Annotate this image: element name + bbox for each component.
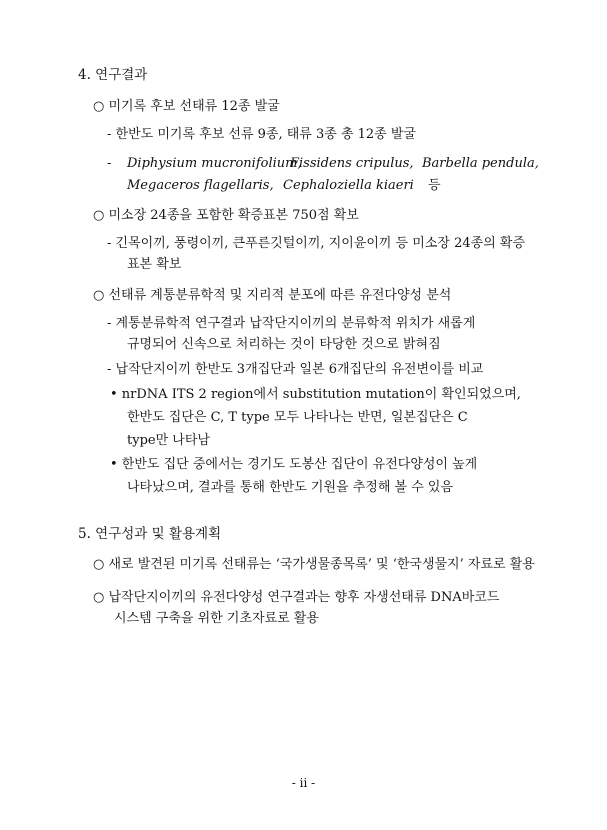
species-fissidens: Fissidens cripulus, bbox=[290, 156, 414, 171]
item3-sub1-line2: 규명되어 신속으로 처리하는 것이 타당한 것으로 밝혀짐 bbox=[127, 337, 441, 352]
section5-title: 5. 연구성과 및 활용계획 bbox=[78, 526, 222, 542]
species-megaceros: Megaceros flagellaris, bbox=[127, 178, 274, 193]
item1-sub1: - 한반도 미기록 후보 선류 9종, 태류 3종 총 12종 발굴 bbox=[107, 127, 416, 142]
species-etc: 등 bbox=[428, 178, 441, 193]
item3-heading: ○ 선태류 계통분류학적 및 지리적 분포에 따른 유전다양성 분석 bbox=[93, 288, 452, 303]
page-number: - ii - bbox=[291, 776, 316, 790]
item2-sub1-line2: 표본 확보 bbox=[127, 257, 182, 272]
species-cephaloziella: Cephaloziella kiaeri bbox=[283, 178, 414, 193]
item3-sub2: - 납작단지이끼 한반도 3개집단과 일본 6개집단의 유전변이를 비교 bbox=[107, 362, 484, 377]
section5-item2-line1: ○ 납작단지이끼의 유전다양성 연구결과는 향후 자생선태류 DNA바코드 bbox=[93, 590, 500, 605]
section4-title: 4. 연구결과 bbox=[78, 67, 148, 83]
species-barbella: Barbella pendula, bbox=[422, 156, 539, 171]
item3-sub1-line1: - 계통분류학적 연구결과 납작단지이끼의 분류학적 위치가 새롭게 bbox=[107, 316, 476, 331]
bullet1-line2: 한반도 집단은 C, T type 모두 나타나는 반면, 일본집단은 C bbox=[127, 410, 468, 425]
bullet1-line1: • nrDNA ITS 2 region에서 substitution mutation이 확인되었으며, bbox=[110, 387, 521, 402]
section5-item1: ○ 새로 발견된 미기록 선태류는 ‘국가생물종목록’ 및 ‘한국생물지’ 자료로 활용 bbox=[93, 557, 535, 572]
bullet2-line2: 나타났으며, 결과를 통해 한반도 기원을 추정해 볼 수 있음 bbox=[127, 480, 454, 495]
item1-sub2-dash: - bbox=[107, 156, 112, 171]
item2-sub1-line1: - 긴목이끼, 풍령이끼, 큰푸른깃털이끼, 지이윤이끼 등 미소장 24종의 확증 bbox=[107, 236, 526, 251]
section5-item2-line2: 시스템 구축을 위한 기초자료로 활용 bbox=[114, 611, 319, 626]
bullet1-line3: type만 나타남 bbox=[127, 433, 210, 448]
bullet2-line1: • 한반도 집단 중에서는 경기도 도봉산 집단이 유전다양성이 높게 bbox=[110, 457, 478, 472]
species-diphysium: Diphysium mucronifolium, bbox=[127, 156, 302, 171]
item2-heading: ○ 미소장 24종을 포함한 확증표본 750점 확보 bbox=[93, 208, 359, 223]
item1-heading: ○ 미기록 후보 선태류 12종 발굴 bbox=[93, 99, 280, 114]
